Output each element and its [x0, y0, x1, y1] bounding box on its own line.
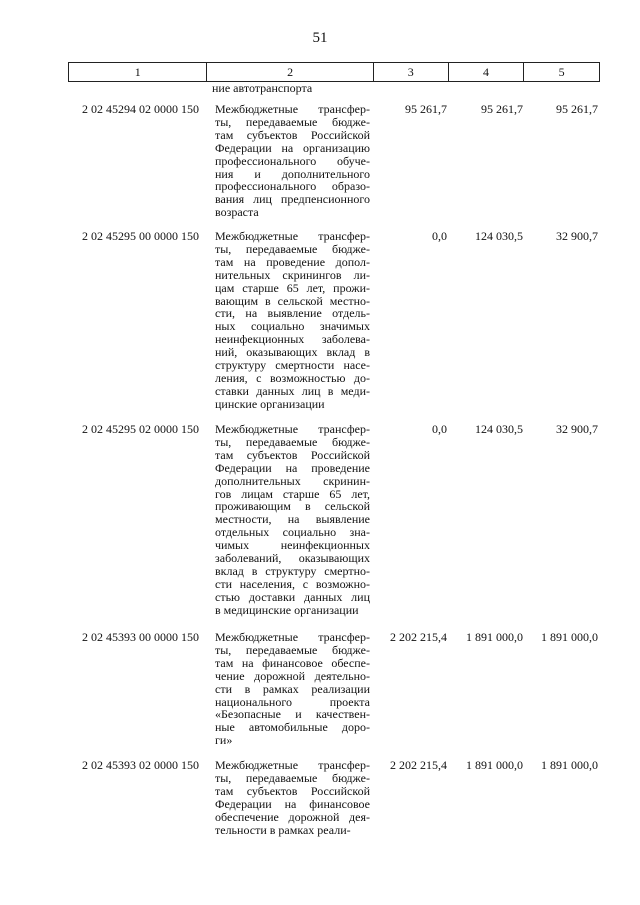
amount-col-3: 0,0 [432, 422, 447, 436]
description-line: там субъектов Российской [215, 783, 370, 798]
description-line: ты, передаваемые бюдже- [215, 642, 370, 657]
description-line: сти населения, с возможно- [215, 576, 370, 591]
table-row [68, 103, 600, 219]
table-row [68, 631, 600, 747]
description-line: ставки данных лиц в меди- [215, 383, 370, 398]
column-header-4: 4 [449, 63, 525, 81]
amount-col-4: 124 030,5 [475, 422, 523, 436]
description-line: ния и дополнительного [215, 166, 370, 181]
description-line: там субъектов Российской [215, 127, 370, 142]
description-line: цинские организации [215, 396, 325, 411]
amount-col-5: 32 900,7 [556, 422, 598, 436]
amount-col-4: 1 891 000,0 [466, 758, 523, 772]
description-line: отдельных социально зна- [215, 525, 370, 540]
description-line: ги» [215, 733, 233, 748]
description-line: ты, передаваемые бюдже- [215, 434, 370, 449]
description-line: чение дорожной деятельно- [215, 668, 370, 683]
description [207, 631, 374, 747]
description-line: профессионального образо- [215, 179, 370, 194]
description-line: Межбюджетные трансфер- [215, 229, 370, 243]
description-line: возраста [215, 205, 259, 220]
description [207, 103, 374, 219]
description [207, 423, 374, 617]
description-line: дополнительных скринин- [215, 473, 370, 488]
description-line: профессионального обуче- [215, 153, 370, 168]
budget-code: 2 02 45294 02 0000 150 [82, 102, 199, 116]
description-line: сти в рамках реализации [215, 681, 370, 696]
description-line: вающим в сельской местно- [215, 293, 370, 308]
carried-over-text: ние автотранспорта [212, 81, 313, 95]
description-line: Федерации на организацию [215, 140, 370, 155]
amount-col-3: 0,0 [432, 229, 447, 243]
amount-col-3: 2 202 215,4 [390, 758, 447, 772]
table-row [68, 759, 600, 836]
amount-col-5: 1 891 000,0 [541, 758, 598, 772]
budget-code: 2 02 45295 02 0000 150 [82, 422, 199, 436]
budget-code: 2 02 45393 02 0000 150 [82, 758, 199, 772]
description-line: «Безопасные и качествен- [215, 707, 370, 722]
description-line: структуру смертности насе- [215, 358, 370, 373]
amount-col-5: 32 900,7 [556, 229, 598, 243]
description-line: там субъектов Российской [215, 447, 370, 462]
amount-col-5: 1 891 000,0 [541, 630, 598, 644]
amount-col-5: 95 261,7 [556, 102, 598, 116]
column-header-2: 2 [207, 63, 373, 81]
description-line: тельности в рамках реали- [215, 822, 351, 837]
description-line: там на проведение допол- [215, 254, 370, 269]
description-line: гов лицам старше 65 лет, [215, 486, 370, 501]
description-line: ты, передаваемые бюдже- [215, 770, 370, 785]
description-line: ления, с возможностью до- [215, 370, 370, 385]
amount-col-4: 124 030,5 [475, 229, 523, 243]
budget-code: 2 02 45295 00 0000 150 [82, 229, 199, 243]
description [207, 230, 374, 411]
description-line: Федерации на проведение [215, 460, 370, 475]
column-header-3: 3 [374, 63, 449, 81]
description-line: цам старше 65 лет, прожи- [215, 280, 370, 295]
amount-col-4: 95 261,7 [481, 102, 523, 116]
table-row [68, 230, 600, 411]
table-header [68, 62, 600, 82]
description-line: вания лиц предпенсионного [215, 192, 370, 207]
description-line: неинфекционных заболева- [215, 332, 370, 347]
description-line: обеспечение дорожной дея- [215, 809, 370, 824]
description-line: национального проекта [215, 694, 370, 709]
description-line: сти, на выявление отдель- [215, 306, 370, 321]
description-line: проживающим в сельской [215, 499, 370, 514]
description-line: ные автомобильные доро- [215, 720, 370, 735]
column-header-1: 1 [69, 63, 207, 81]
amount-col-3: 2 202 215,4 [390, 630, 447, 644]
description-line: заболеваний, оказывающих [215, 551, 370, 566]
budget-code: 2 02 45393 00 0000 150 [82, 630, 199, 644]
description-line: местности, на выявление [215, 512, 370, 527]
description-line: вклад в структуру смертно- [215, 563, 370, 578]
column-header-5: 5 [558, 65, 565, 79]
amount-col-3: 95 261,7 [405, 102, 447, 116]
description-line: Межбюджетные трансфер- [215, 758, 370, 772]
table-row [68, 423, 600, 617]
description-line: в медицинские организации [215, 602, 359, 617]
description-line: нительных скринингов ли- [215, 267, 370, 282]
description-line: стью доставки данных лиц [215, 589, 370, 604]
description-line: чимых неинфекционных [215, 538, 370, 553]
description-line: Межбюджетные трансфер- [215, 102, 370, 116]
description-line: ты, передаваемые бюдже- [215, 241, 370, 256]
description-line: ний, оказывающих вклад в [215, 345, 370, 360]
description-line: Межбюджетные трансфер- [215, 630, 370, 644]
description-line: ных социально значимых [215, 319, 370, 334]
amount-col-4: 1 891 000,0 [466, 630, 523, 644]
description-line: Федерации на финансовое [215, 796, 370, 811]
description-line: там на финансовое обеспе- [215, 655, 370, 670]
description [207, 759, 374, 836]
page-number: 51 [312, 30, 328, 46]
description-line: Межбюджетные трансфер- [215, 422, 370, 436]
description-line: ты, передаваемые бюдже- [215, 114, 370, 129]
